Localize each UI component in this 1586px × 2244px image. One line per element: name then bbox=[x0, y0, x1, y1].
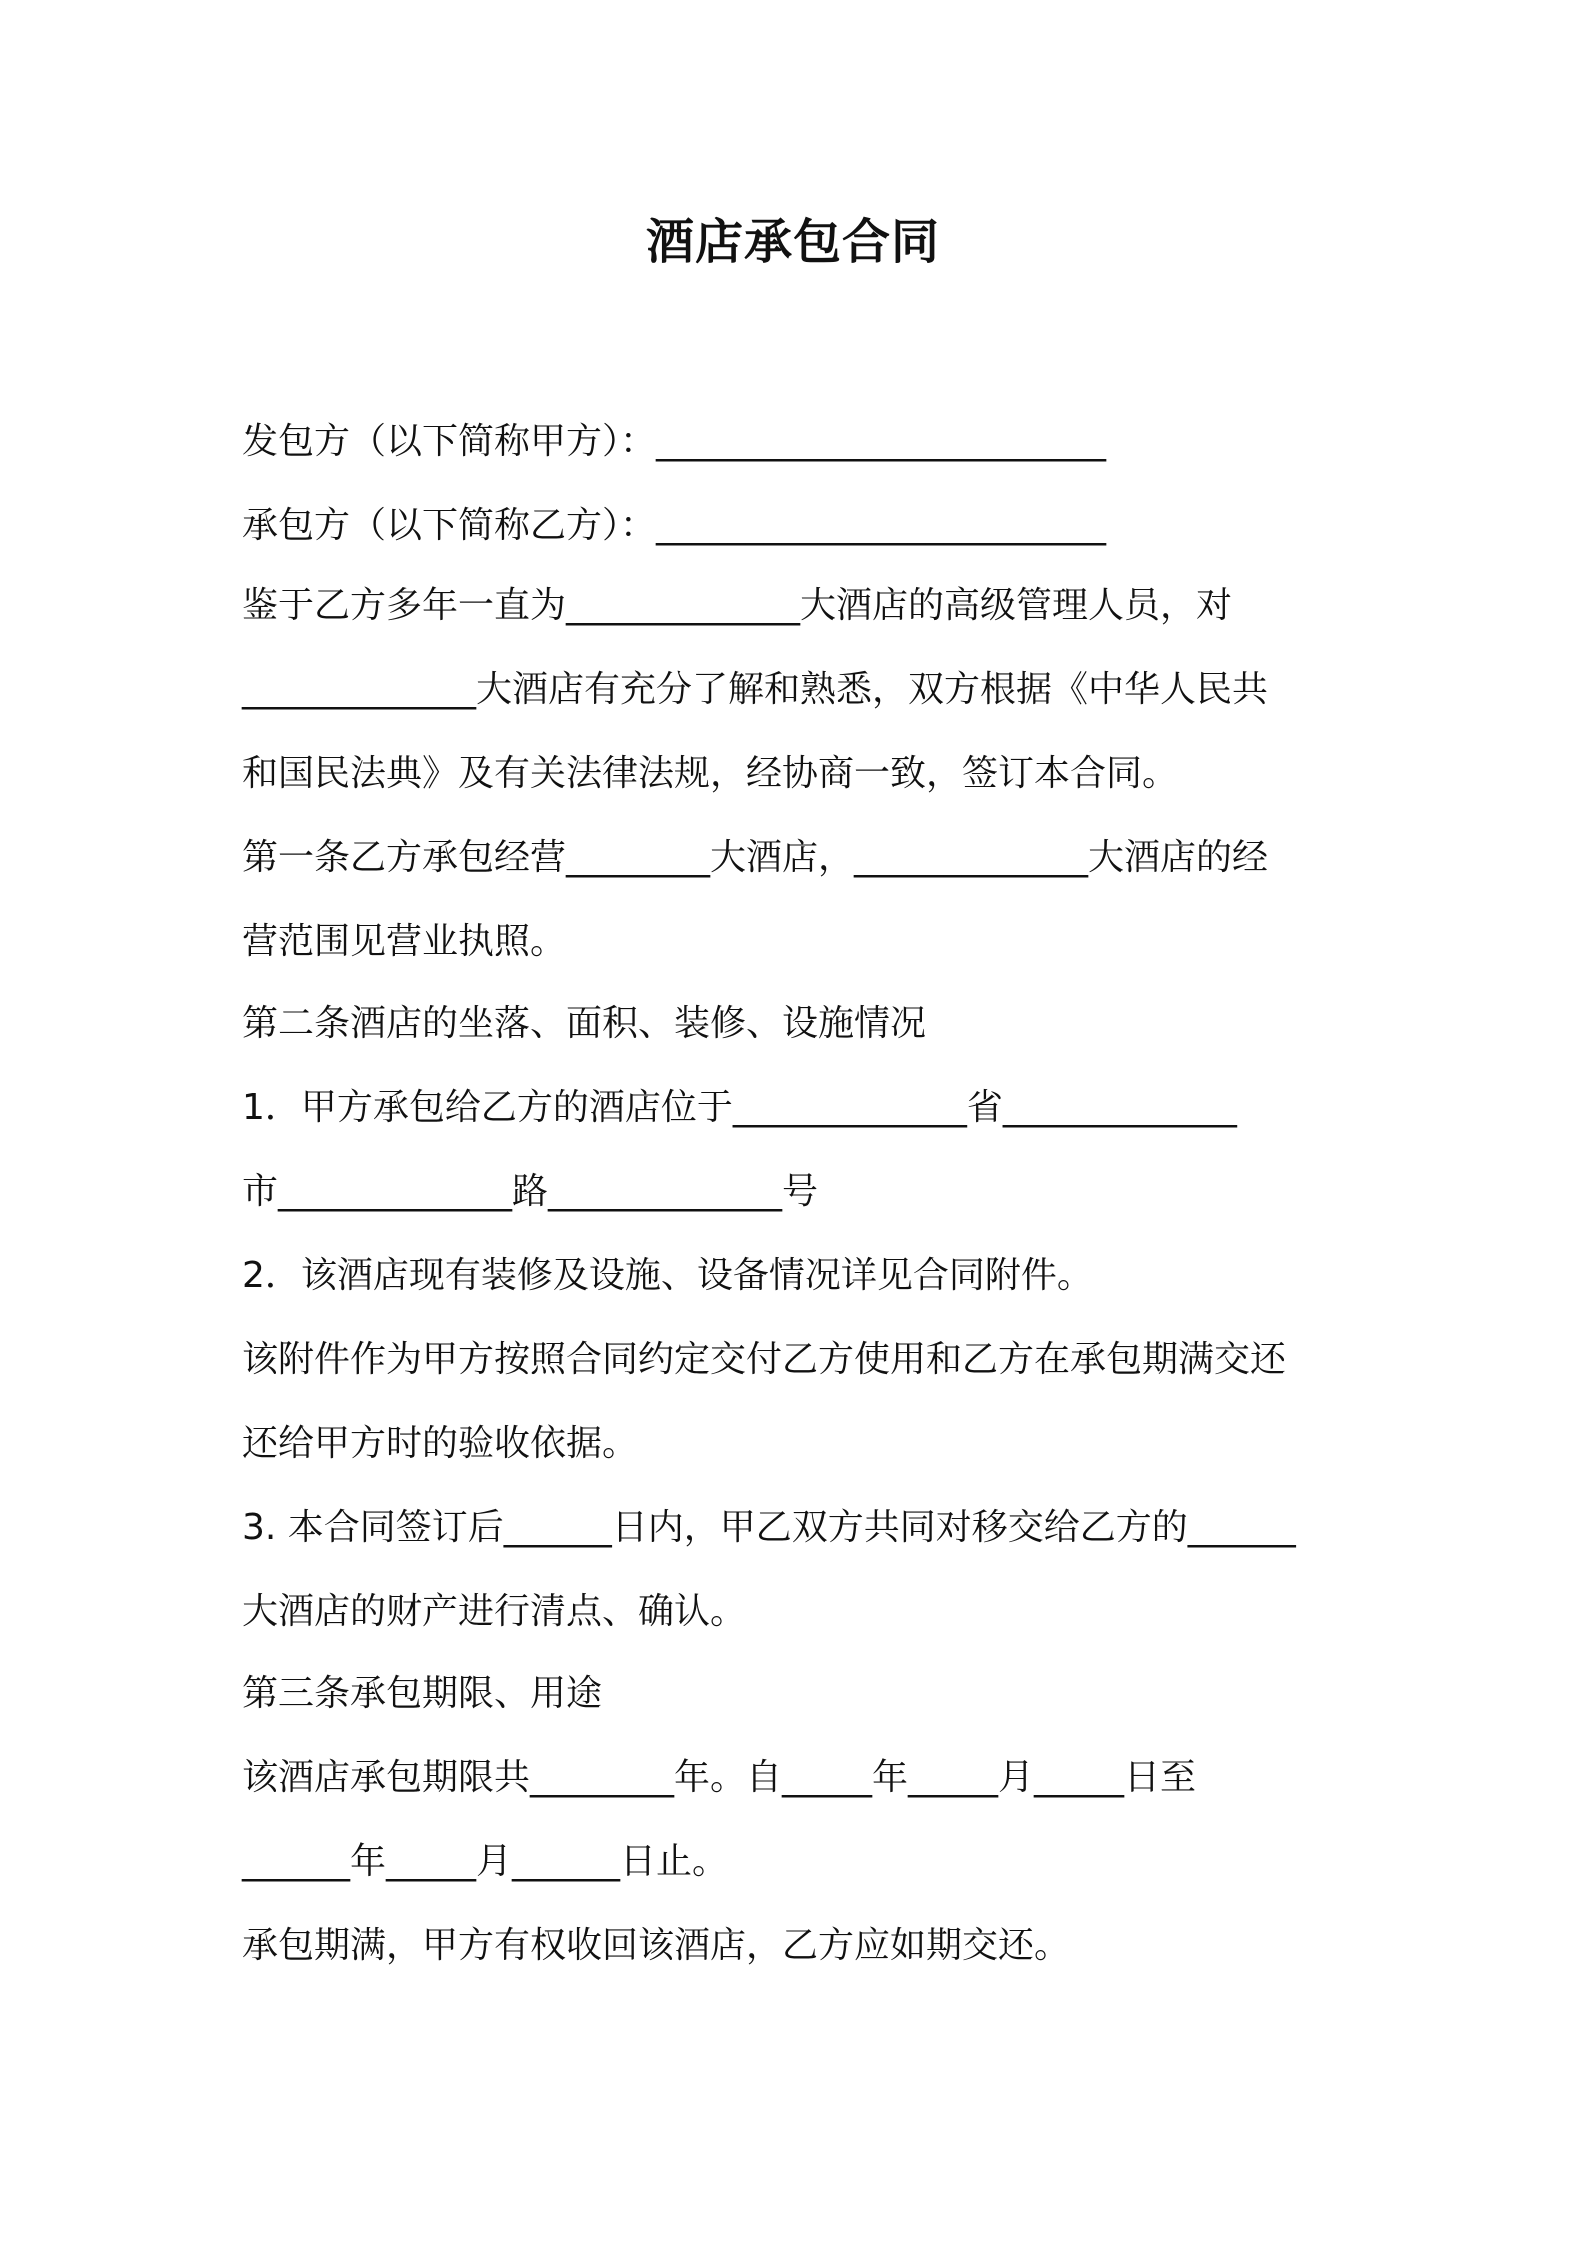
preamble-line-1: 鉴于乙方多年一直为_____________大酒店的高级管理人员，对 bbox=[242, 585, 1233, 626]
preamble-line-2: _____________大酒店有充分了解和熟悉，双方根据《中华人民共 bbox=[242, 669, 1269, 710]
article-2-attachment-line-1: 该附件作为甲方按照合同约定交付乙方使用和乙方在承包期满交还 bbox=[242, 1339, 1287, 1380]
article-1-line-1: 第一条乙方承包经营________大酒店，_____________大酒店的经 bbox=[242, 837, 1269, 878]
party-a-line: 发包方（以下简称甲方）：_________________________ bbox=[242, 421, 1107, 462]
article-2-item-1-line-2: 市_____________路_____________号 bbox=[242, 1171, 818, 1212]
article-1-line-2: 营范围见营业执照。 bbox=[242, 921, 567, 962]
article-3-heading: 第三条承包期限、用途 bbox=[242, 1673, 603, 1714]
article-2-item-1-line-1: 1．甲方承包给乙方的酒店位于_____________省_____________ bbox=[242, 1087, 1237, 1128]
article-3-expiry-line: 承包期满，甲方有权收回该酒店，乙方应如期交还。 bbox=[242, 1925, 1071, 1966]
preamble-line-3: 和国民法典》及有关法律法规，经协商一致，签订本合同。 bbox=[242, 753, 1179, 794]
article-3-term-line-2: ______年_____月______日止。 bbox=[242, 1841, 729, 1882]
article-3-term-line-1: 该酒店承包期限共________年。自_____年_____月_____日至 bbox=[242, 1757, 1197, 1798]
document-title: 酒店承包合同 bbox=[645, 214, 940, 270]
article-2-attachment-line-2: 还给甲方时的验收依据。 bbox=[242, 1423, 639, 1464]
article-2-heading: 第二条酒店的坐落、面积、装修、设施情况 bbox=[242, 1003, 927, 1044]
article-2-item-3-line-1: 3. 本合同签订后______日内，甲乙双方共同对移交给乙方的______ bbox=[242, 1507, 1296, 1548]
article-2-item-3-line-2: 大酒店的财产进行清点、确认。 bbox=[242, 1591, 747, 1632]
party-b-line: 承包方（以下简称乙方）：_________________________ bbox=[242, 505, 1107, 546]
article-2-item-2: 2．该酒店现有装修及设施、设备情况详见合同附件。 bbox=[242, 1255, 1093, 1296]
